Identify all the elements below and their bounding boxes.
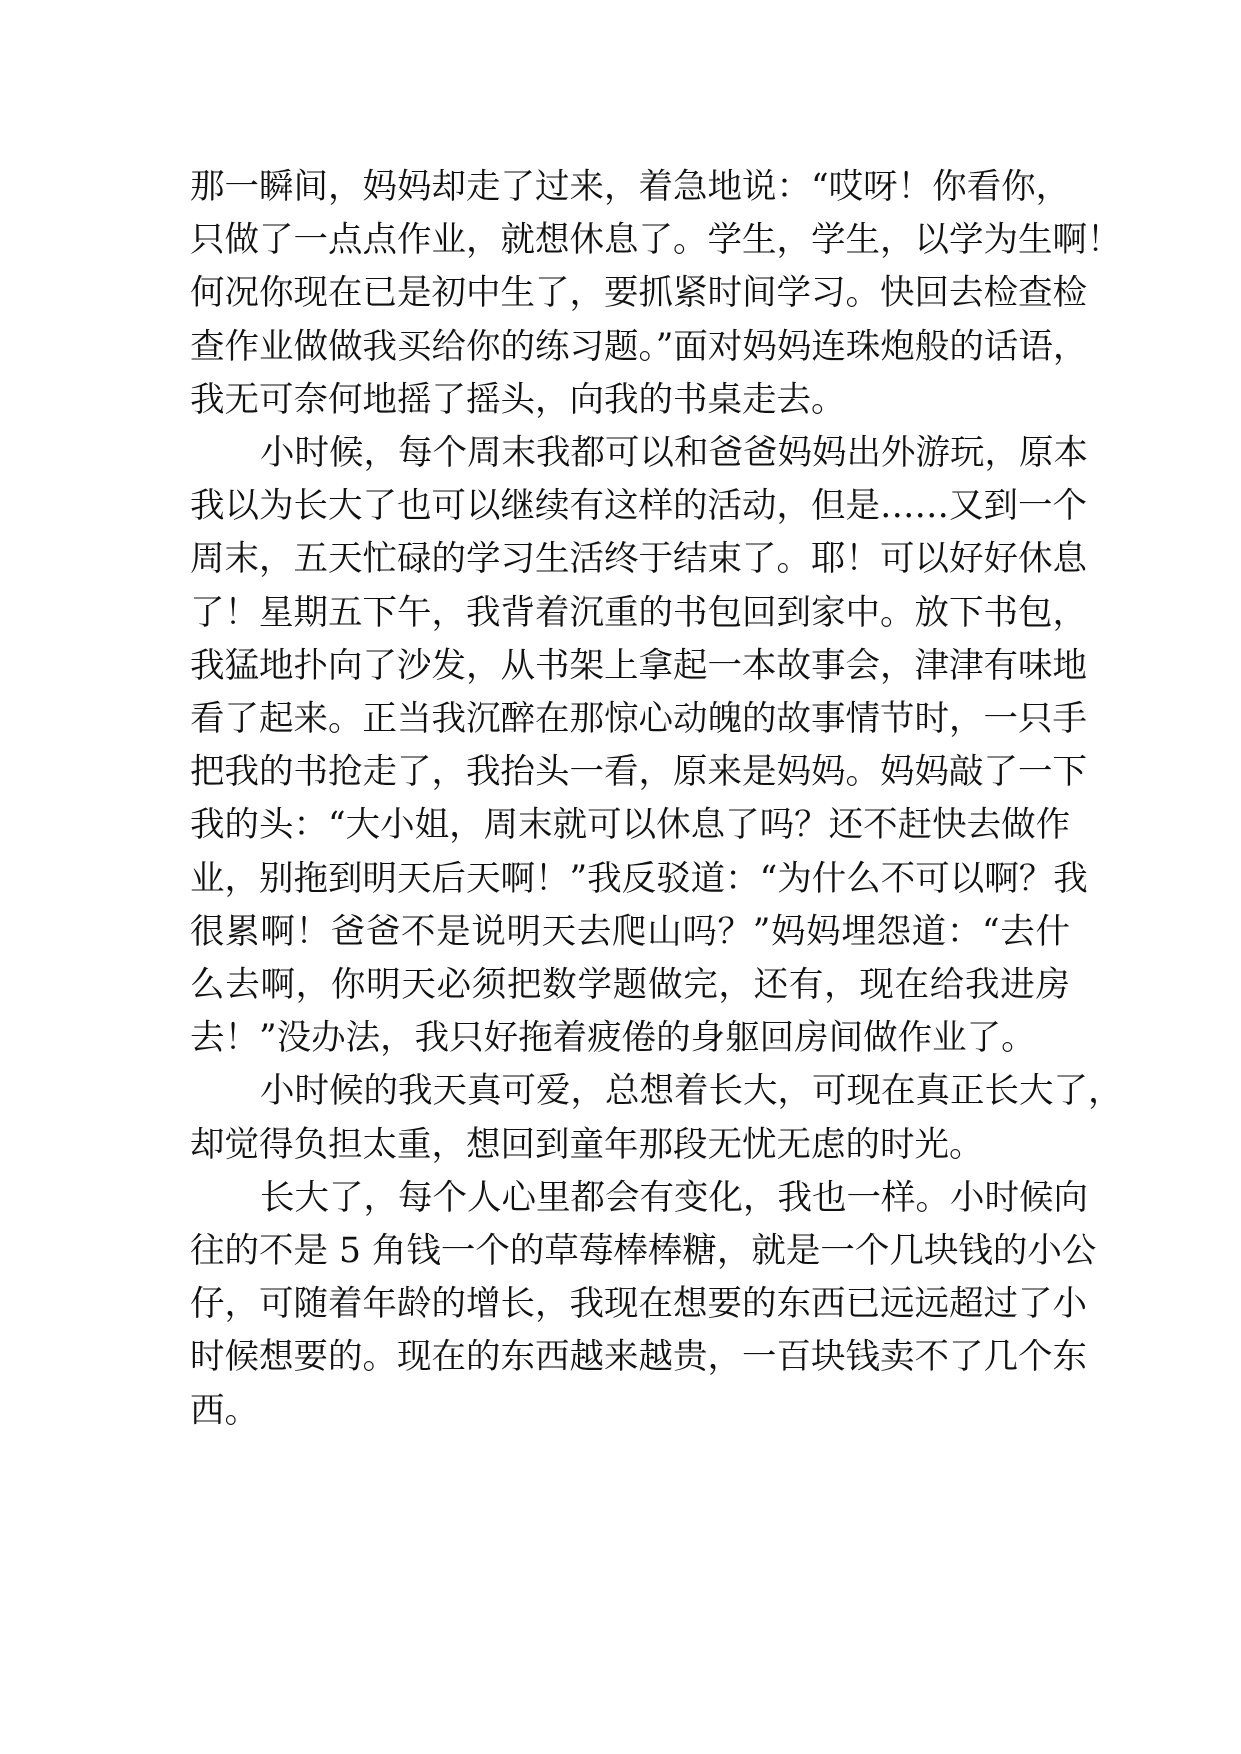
text-line: 何况你现在已是初中生了，要抓紧时间学习。快回去检查检 xyxy=(190,273,1087,314)
text-line: 看了起来。正当我沉醉在那惊心动魄的故事情节时，一只手 xyxy=(190,699,1087,740)
text-line: 只做了一点点作业，就想休息了。学生，学生，以学为生啊！ xyxy=(190,220,1122,261)
text-line: 我的头：“大小姐，周末就可以休息了吗？还不赶快去做作 xyxy=(190,805,1071,846)
text-line: 却觉得负担太重，想回到童年那段无忧无虑的时光。 xyxy=(190,1124,984,1165)
text-line: 去！”没办法，我只好拖着疲倦的身躯回房间做作业了。 xyxy=(190,1018,1036,1059)
text-line: 查作业做做我买给你的练习题。”面对妈妈连珠炮般的话语， xyxy=(190,326,1088,367)
text-line: 周末，五天忙碌的学习生活终于结束了。耶！可以好好休息 xyxy=(190,539,1087,580)
paragraph-start-line: 小时候的我天真可爱，总想着长大，可现在真正长大了， xyxy=(260,1071,1123,1112)
text-line: 我以为长大了也可以继续有这样的活动，但是……又到一个 xyxy=(190,486,1087,527)
essay-body xyxy=(190,161,1123,1438)
text-line: 我无可奈何地摇了摇头，向我的书桌走去。 xyxy=(190,379,846,420)
text-line: 那一瞬间，妈妈却走了过来，着急地说：“哎呀！你看你， xyxy=(190,167,1071,207)
text-line: 西。 xyxy=(190,1390,259,1431)
paragraph-start-line: 小时候，每个周末我都可以和爸爸妈妈出外游玩，原本 xyxy=(260,433,1088,474)
text-line: 把我的书抢走了，我抬头一看，原来是妈妈。妈妈敲了一下 xyxy=(190,752,1087,793)
text-line: 仔，可随着年龄的增长，我现在想要的东西已远远超过了小 xyxy=(190,1284,1087,1325)
paragraph-start-line: 长大了，每个人心里都会有变化，我也一样。小时候向 xyxy=(260,1177,1088,1218)
text-line: 很累啊！爸爸不是说明天去爬山吗？”妈妈埋怨道：“去什 xyxy=(190,911,1070,952)
text-line: 往的不是 5 角钱一个的草莓棒棒糖，就是一个几块钱的小公 xyxy=(190,1231,1097,1272)
text-line: 时候想要的。现在的东西越来越贵，一百块钱卖不了几个东 xyxy=(190,1337,1087,1378)
text-line: 业，别拖到明天后天啊！”我反驳道：“为什么不可以啊？我 xyxy=(190,858,1088,899)
text-line: 了！星期五下午，我背着沉重的书包回到家中。放下书包， xyxy=(190,592,1087,633)
text-line: 我猛地扑向了沙发，从书架上拿起一本故事会，津津有味地 xyxy=(190,645,1087,686)
text-line: 么去啊，你明天必须把数学题做完，还有，现在给我进房 xyxy=(190,965,1070,1006)
